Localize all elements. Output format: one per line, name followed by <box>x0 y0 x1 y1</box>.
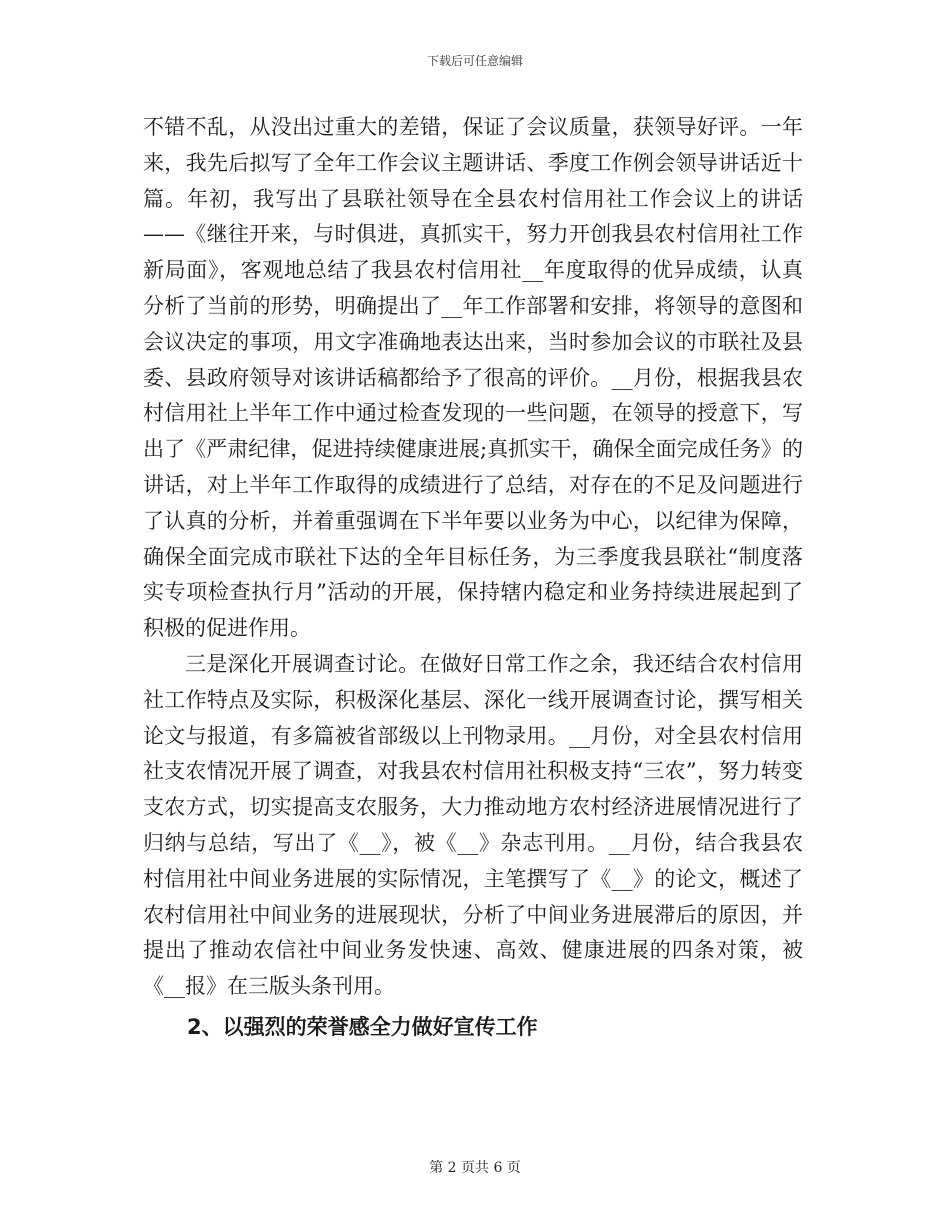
document-body <box>143 110 803 1045</box>
page-header: 下载后可任意编辑 <box>426 54 523 68</box>
page-footer: 第 2 页共 6 页 <box>429 1160 521 1176</box>
paragraph-continued: 不错不乱，从没出过重大的差错，保证了会议质量，获领导好评。一年来，我先后拟写了全年工作会议主题讲话、季度工作例会领导讲话近十篇。年初，我写出了县联社领导在全县农村信用社工作会议上的讲话——《继往开来，与时俱进，真抓实干，努力开创我县农村信用社工作新局面》，客观地总结了我县农村信用社__年度取得的优异成绩，认真分析了当前的形势，明确提出了__年工作部署和安排，将领导的意图和会议决定的事项，用文字准确地表达出来，当时参加会议的市联社及县委、县政府领导对该讲话稿都给予了很高的评价。__月份，根据我县农村信用社上半年工作中通过检查发现的一些问题，在领导的授意下，写出了《严肃纪律，促进持续健康进展;真抓实干，确保全面完成任务》的讲话，对上半年工作取得的成绩进行了总结，对存在的不足及问题进行了认真的分析，并着重强调在下半年要以业务为中心，以纪律为保障，确保全面完成市联社下达的全年目标任务，为三季度我县联社“制度落实专项检查执行月”活动的开展，保持辖内稳定和业务持续进展起到了积极的促进作用。 <box>143 115 803 641</box>
section-heading: 2、以强烈的荣誉感全力做好宣传工作 <box>187 1014 538 1039</box>
paragraph-research: 三是深化开展调查讨论。在做好日常工作之余，我还结合农村信用社工作特点及实际，积极深化基层、深化一线开展调查讨论，撰写相关论文与报道，有多篇被省部级以上刊物录用。__月份，对全县农村信用社支农情况开展了调查，对我县农村信用社积极支持“三农”，努力转变支农方式，切实提高支农服务，大力推动地方农村经济进展情况进行了归纳与总结，写出了《__》，被《__》杂志刊用。__月份，结合我县农村信用社中间业务进展的实际情况，主笔撰写了《__》的论文，概述了农村信用社中间业务的进展现状，分析了中间业务进展滞后的原因，并提出了推动农信社中间业务发快速、高效、健康进展的四条对策，被《__报》在三版头条刊用。 <box>143 651 803 999</box>
